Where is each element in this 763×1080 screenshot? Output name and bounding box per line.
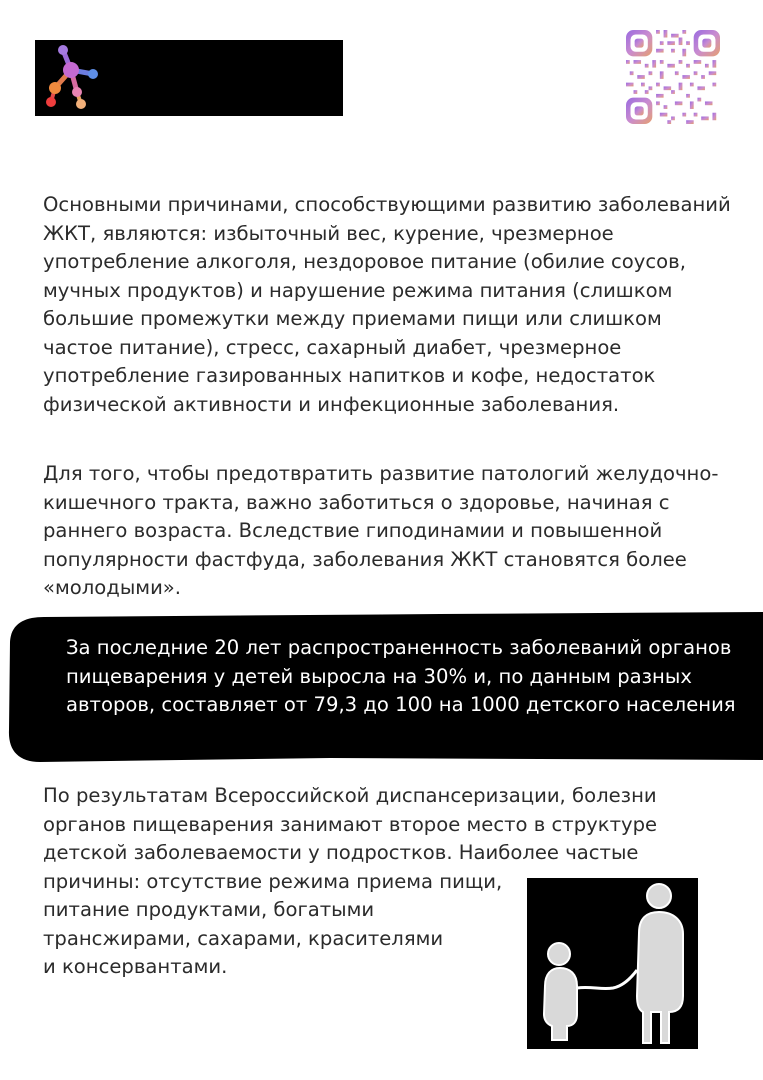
family-illustration — [527, 878, 698, 1049]
survey-line: детской заболеваемости у подростков. Наиболее частые — [43, 841, 639, 864]
causes-paragraph: Основными причинами, способствующими развитию заболеваний ЖКТ, являются: избыточный вес, курение, чрезмерное употребление алкоголя, нездоровое питание (обилие соусов, мучных продуктов) и нарушение режима питания (слишком большие промежутки между приемами пищи или слишком частое питание), стресс, сахарный диабет, чрезмерное употребление газированных напитков и кофе, недостаток физической активности и инфекционные заболевания. — [43, 193, 731, 416]
survey-line: По результатам Всероссийской диспансеризации, болезни — [43, 784, 657, 807]
qr-code-icon[interactable] — [626, 30, 720, 124]
survey-line: органов пищеварения занимают второе место в структуре — [43, 812, 658, 836]
statistic-banner — [0, 612, 763, 762]
survey-line: причины: отсутствие режима приема пищи, — [43, 869, 503, 893]
molecule-logo-icon — [41, 42, 105, 114]
parent-child-icon — [527, 878, 698, 1049]
survey-line: и консервантами. — [43, 955, 228, 978]
survey-line: питание продуктами, богатыми — [43, 898, 375, 921]
survey-line: трансжирами, сахарами, красителями — [43, 926, 444, 950]
header-logo-bar — [35, 40, 343, 116]
statistic-text: За последние 20 лет распространенность заболеваний органов пищеварения у детей выросла на 30% и, по данным разных авторов, составляет от 79,3 до 100 на 1000 детского населения — [66, 636, 736, 716]
prevention-paragraph: Для того, чтобы предотвратить развитие патологий желудочно-кишечного тракта, важно заботиться о здоровье, начиная с раннего возраста. Вследствие гиподинамии и повышенной популярности фастфуда, заболевания ЖКТ становятся более «молодыми». — [43, 462, 719, 599]
